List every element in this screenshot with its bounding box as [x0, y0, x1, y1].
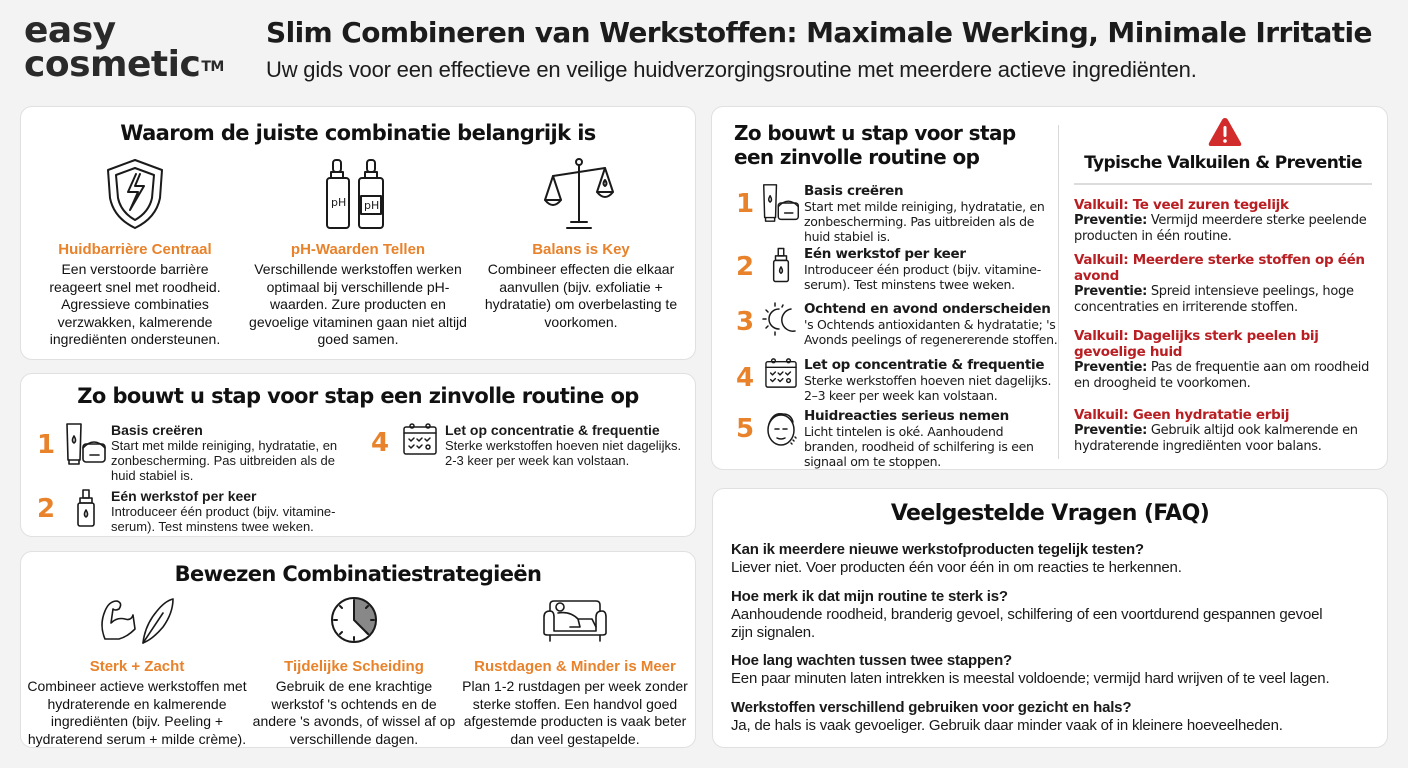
prevention-label: Preventie:	[1074, 284, 1147, 299]
step-item	[37, 422, 377, 483]
step-heading: Basis creëren	[804, 183, 904, 199]
step-number: 1	[736, 189, 755, 219]
muscle-feather-icon	[27, 586, 247, 654]
strategies-title: Bewezen Combinatiestrategieën	[174, 562, 542, 586]
step-number: 3	[736, 307, 755, 337]
step-item	[736, 246, 1056, 292]
prevention-text: Pas de frequentie aan om roodheid en droogheid te voorkomen.	[1074, 360, 1370, 391]
face-icon	[758, 408, 804, 448]
faq-item	[731, 652, 1391, 688]
tube-and-jar-icon	[758, 183, 804, 223]
pitfall-item	[1074, 197, 1374, 245]
pitfall-item	[1074, 328, 1374, 392]
step-item	[371, 422, 691, 468]
faq-question: Kan ik meerdere nieuwe werkstofproducten tegelijk testen?	[731, 541, 1144, 558]
step-number: 4	[371, 428, 390, 458]
why-item	[35, 151, 235, 349]
prevention-text: Vermijd meerdere sterke peelende producten in één routine.	[1074, 213, 1367, 244]
tube-and-jar-icon	[61, 422, 111, 466]
svg-text:pH: pH	[364, 199, 380, 212]
faq-title: Veelgestelde Vragen (FAQ)	[890, 501, 1210, 526]
pitfalls-title: Typische Valkuilen & Preventie	[1084, 153, 1362, 173]
step-text: Start met milde reiniging, hydratatie, en zonbescherming. Pas uitbreiden als de huid stabiel is.	[111, 438, 338, 483]
strategy-heading: Rustdagen & Minder is Meer	[474, 658, 676, 675]
step-text: Start met milde reiniging, hydratatie, en zonbescherming. Pas uitbreiden als de huid stabiel is.	[804, 199, 1045, 244]
strategy-item	[27, 586, 247, 748]
svg-text:pH: pH	[331, 196, 347, 209]
step-heading: Let op concentratie & frequentie	[445, 422, 660, 438]
step-number: 2	[37, 494, 56, 524]
prevention-label: Preventie:	[1074, 213, 1147, 228]
brand-logo	[24, 10, 224, 85]
why-title: Waarom de juiste combinatie belangrijk is	[120, 121, 596, 145]
step-number: 5	[736, 414, 755, 444]
steps-left-card	[20, 373, 696, 537]
pitfalls-divider	[1074, 183, 1372, 185]
prevention-label: Preventie:	[1074, 360, 1147, 375]
step-text: Sterke werkstoffen hoeven niet dagelijks. 2-3 keer per week kan volstaan.	[445, 438, 682, 468]
step-item	[736, 301, 1060, 347]
step-number: 4	[736, 363, 755, 393]
ph-bottles-icon	[249, 151, 467, 237]
calendar-icon	[758, 357, 804, 389]
dropper-bottle-icon	[61, 488, 111, 528]
warning-icon	[1208, 117, 1242, 152]
page-title: Slim Combineren van Werkstoffen: Maximale Werking, Minimale Irritatie	[266, 16, 1372, 49]
step-text: Sterke werkstoffen hoeven niet dagelijks. 2–3 keer per week kan volstaan.	[804, 373, 1052, 403]
calendar-icon	[395, 422, 445, 456]
why-heading: Balans is Key	[532, 241, 630, 258]
strategies-card	[20, 551, 696, 748]
step-heading: Ochtend en avond onderscheiden	[804, 301, 1051, 317]
why-text: Een verstoorde barrière reageert snel met roodheid. Agressieve combinaties verzwakken, kalmerende ingrediënten ondersteunen.	[49, 261, 221, 347]
prevention-text: Spreid intensieve peelings, hoge concentraties en irriterende stoffen.	[1074, 284, 1354, 315]
strategy-text: Gebruik de ene krachtige werkstof 's ochtends en de andere 's avonds, of wissel af op verschillende dagen.	[252, 678, 456, 747]
why-item	[481, 151, 681, 349]
page-subtitle: Uw gids voor een effectieve en veilige huidverzorgingsroutine met meerdere actieve ingrediënten.	[266, 57, 1197, 82]
routine-pitfalls-card	[711, 106, 1388, 470]
faq-card	[712, 488, 1388, 748]
dropper-bottle-icon	[758, 246, 804, 284]
step-heading: Let op concentratie & frequentie	[804, 357, 1045, 373]
steps-left-title: Zo bouwt u stap voor stap een zinvolle routine op	[77, 384, 639, 408]
why-heading: pH-Waarden Tellen	[290, 241, 426, 258]
step-item	[736, 408, 1056, 469]
step-item	[736, 183, 1056, 244]
faq-item	[731, 541, 1391, 577]
step-heading: Eén werkstof per keer	[804, 246, 966, 262]
faq-answer: Een paar minuten laten intrekken is meestal voldoende; vermijd hard wrijven of te veel lagen.	[731, 670, 1330, 687]
pitfall-item	[1074, 252, 1374, 316]
balance-scale-icon	[481, 151, 681, 237]
step-heading: Basis creëren	[111, 422, 203, 438]
faq-answer: Ja, de hals is vaak gevoeliger. Gebruik daar minder vaak of in kleinere hoeveelheden.	[731, 717, 1283, 734]
steps-right-title: Zo bouwt u stap voor stap een zinvolle routine op	[734, 121, 1016, 169]
pitfall-heading: Valkuil: Dagelijks sterk peelen bij gevoelige huid	[1074, 328, 1319, 360]
strategy-item	[461, 586, 689, 748]
resting-couch-icon	[461, 586, 689, 654]
why-card	[20, 106, 696, 360]
prevention-label: Preventie:	[1074, 423, 1147, 438]
strategy-item	[248, 586, 460, 748]
why-item	[249, 151, 467, 349]
step-number: 1	[37, 430, 56, 460]
step-text: Licht tintelen is oké. Aanhoudend branden, roodheid of schilfering is een signaal om te stoppen.	[804, 424, 1034, 469]
faq-question: Werkstoffen verschillend gebruiken voor gezicht en hals?	[731, 699, 1132, 716]
strategy-text: Combineer actieve werkstoffen met hydraterende en kalmerende ingrediënten (bijv. Peeling + hydraterend serum + milde crème).	[27, 678, 247, 747]
faq-answer: Liever niet. Voer producten één voor één in om reacties te herkennen.	[731, 559, 1182, 576]
pitfalls-section	[1058, 107, 1388, 471]
pitfall-item	[1074, 407, 1374, 455]
faq-item	[731, 588, 1391, 642]
step-text: 's Ochtends antioxidanten & hydratatie; 's Avonds peelings of regenererende stoffen.	[804, 317, 1058, 347]
why-text: Combineer effecten die elkaar aanvullen (bijv. exfoliatie + hydratatie) om overbelasting te voorkomen.	[484, 261, 678, 330]
strategy-heading: Tijdelijke Scheiding	[284, 658, 424, 675]
step-item	[736, 357, 1056, 403]
step-text: Introduceer één product (bijv. vitamine-serum). Test minstens twee weken.	[111, 504, 336, 534]
faq-answer: Aanhoudende roodheid, branderig gevoel, schilfering of een voortdurend gespannen gevoel zijn signalen.	[731, 606, 1323, 641]
sun-moon-icon	[758, 301, 804, 337]
clock-icon	[248, 586, 460, 654]
broken-shield-icon	[35, 151, 235, 237]
pitfall-heading: Valkuil: Te veel zuren tegelijk	[1074, 197, 1289, 213]
faq-question: Hoe merk ik dat mijn routine te sterk is?	[731, 588, 1008, 605]
faq-question: Hoe lang wachten tussen twee stappen?	[731, 652, 1012, 669]
pitfall-heading: Valkuil: Geen hydratatie erbij	[1074, 407, 1290, 423]
why-text: Verschillende werkstoffen werken optimaal bij verschillende pH-waarden. Zure producten en gevoelige vitaminen gaan niet altijd goed samen.	[249, 261, 467, 347]
strategy-heading: Sterk + Zacht	[89, 658, 185, 675]
step-item	[37, 488, 377, 534]
brand-line1: easy	[24, 10, 116, 51]
strategy-text: Plan 1-2 rustdagen per week zonder sterke stoffen. Een handvol goed afgestemde producten is vaak beter dan veel gestapelde.	[462, 678, 688, 747]
step-heading: Eén werkstof per keer	[111, 488, 257, 504]
brand-line2: cosmetic	[24, 44, 201, 85]
prevention-text: Gebruik altijd ook kalmerende en hydraterende ingrediënten voor balans.	[1074, 423, 1358, 454]
why-heading: Huidbarrière Centraal	[58, 241, 212, 258]
step-heading: Huidreacties serieus nemen	[804, 408, 1009, 424]
step-text: Introduceer één product (bijv. vitamine-serum). Test minstens twee weken.	[804, 262, 1041, 292]
faq-item	[731, 699, 1391, 735]
pitfall-heading: Valkuil: Meerdere sterke stoffen op één avond	[1074, 252, 1365, 284]
trademark: TM	[201, 59, 224, 75]
step-number: 2	[736, 252, 755, 282]
